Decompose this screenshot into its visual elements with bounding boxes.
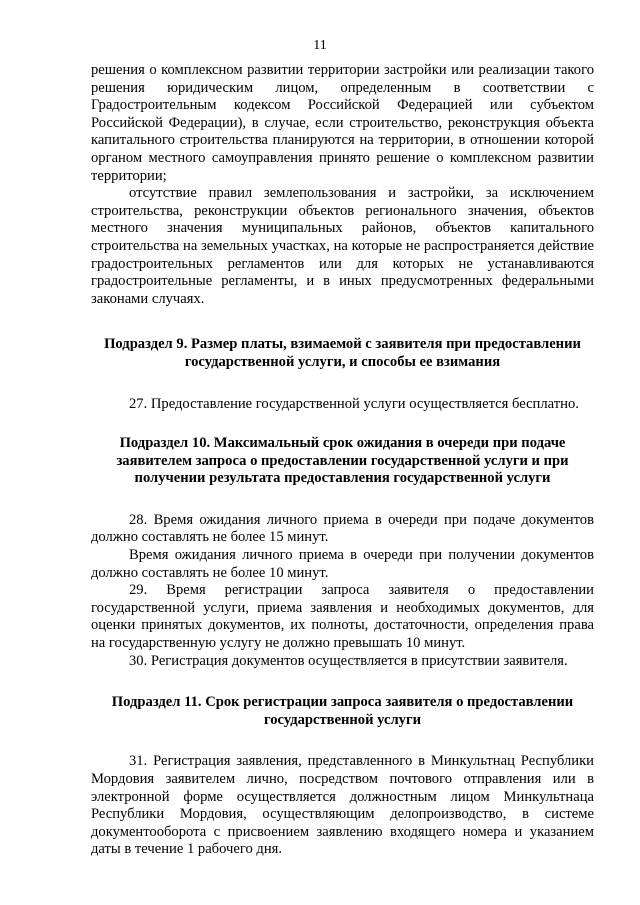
paragraph-no-rules: отсутствие правил землепользования и застройки, за исключением строительства, реконструкции объектов регионального значения, объектов местного значения муниципальных районов, объектов капитального строительства на земельных участках, на которые не распространяется действие градостроительных регламентов или для которых не устанавливаются градостроительные регламенты, и в иных предусмотренных федеральными законами случаях. [91, 185, 594, 307]
page-content [91, 62, 594, 859]
heading-subsection-9: Подраздел 9. Размер платы, взимаемой с заявителя при предоставлении государственной услуги, и способы ее взимания [104, 336, 581, 370]
page-number: 11 [313, 38, 327, 53]
paragraph-continued: решения о комплексном развитии территории застройки или реализации такого решения юридическим лицом, определенным в соответствии с Градостроительным кодексом Российской Федерацией или субъектом Российской Федерации), в случае, если строительство, реконструкция объекта капитального строительства планируются на территории, в отношении которой органом местного самоуправления принято решение о комплексном развитии территории; [91, 62, 594, 184]
paragraph-27: 27. Предоставление государственной услуги осуществляется бесплатно. [129, 395, 579, 412]
paragraph-31: 31. Регистрация заявления, представленного в Минкультнац Республики Мордовия заявителем лично, посредством почтового отправления или в электронной форме осуществляется должностным лицом Минкультнаца Республики Мордовия, осуществляющим делопроизводство, в системе документооборота с присвоением заявлению входящего номера и указанием даты в течение 1 рабочего дня. [91, 753, 594, 858]
paragraph-30: 30. Регистрация документов осуществляется в присутствии заявителя. [129, 652, 568, 669]
heading-subsection-10: Подраздел 10. Максимальный срок ожидания в очереди при подаче заявителем запроса о предоставлении государственной услуги и при получении результата предоставления государственной услуги [116, 435, 569, 487]
paragraph-29: 29. Время регистрации запроса заявителя о предоставлении государственной услуги, приема заявления и необходимых документов, для оценки принятых документов, их полноты, достаточности, определения права на государственную услугу не должно превышать 10 минут. [91, 582, 594, 652]
heading-subsection-11: Подраздел 11. Срок регистрации запроса заявителя о предоставлении государственной услуги [111, 694, 574, 728]
paragraph-28-receipt: Время ожидания личного приема в очереди при получении документов должно составлять не более 10 минут. [91, 547, 594, 581]
paragraph-28: 28. Время ожидания личного приема в очереди при подаче документов должно составлять не более 15 минут. [91, 511, 594, 546]
